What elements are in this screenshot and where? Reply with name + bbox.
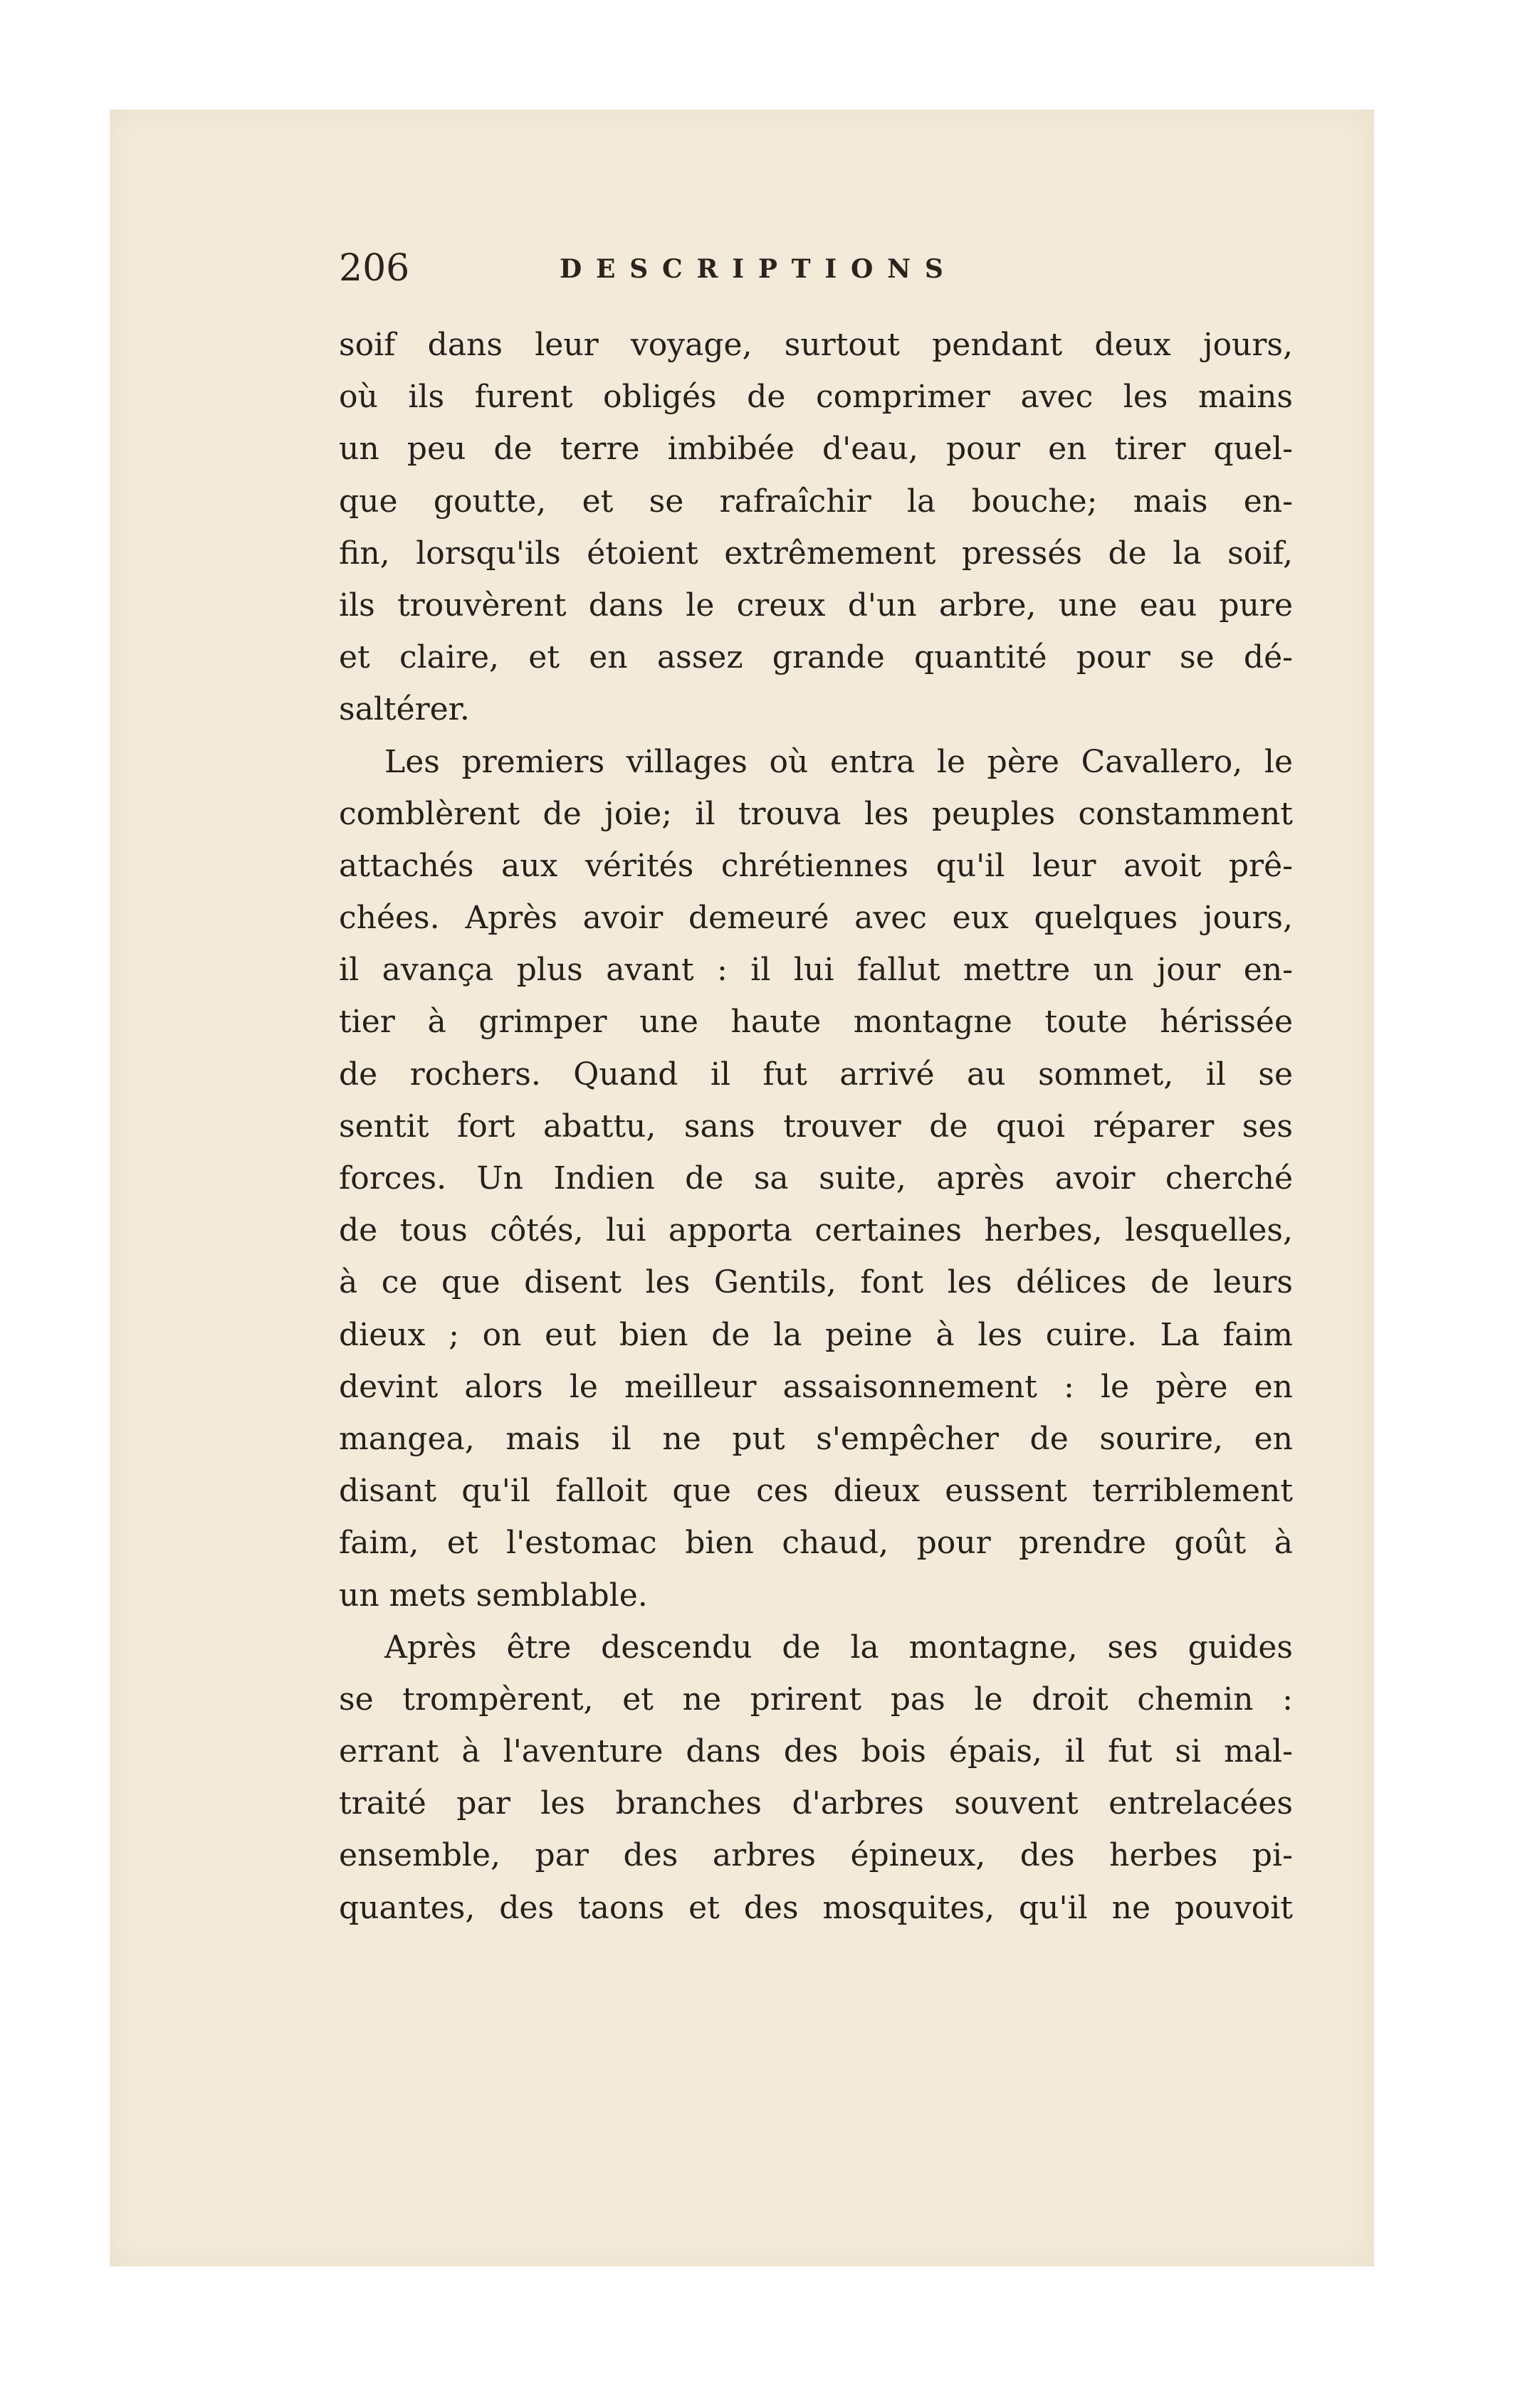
running-head: DESCRIPTIONS bbox=[560, 254, 958, 284]
paragraph bbox=[339, 736, 1293, 1621]
text-line: à ce que disent les Gentils, font les délices de leurs bbox=[339, 1264, 1293, 1301]
text-line: Après être descendu de la montagne, ses guides bbox=[384, 1629, 1293, 1666]
text-line: tier à grimper une haute montagne toute hérissée bbox=[339, 1004, 1293, 1041]
text-line: un mets semblable. bbox=[339, 1577, 648, 1614]
text-line: faim, et l'estomac bien chaud, pour prendre goût à bbox=[339, 1525, 1293, 1562]
text-line: de tous côtés, lui apporta certaines herbes, lesquelles, bbox=[339, 1212, 1293, 1249]
text-line: saltérer. bbox=[339, 691, 470, 728]
page-number: 206 bbox=[339, 247, 410, 290]
text-line: sentit fort abattu, sans trouver de quoi réparer ses bbox=[339, 1108, 1293, 1145]
paragraph bbox=[339, 1621, 1293, 1934]
text-line: chées. Après avoir demeuré avec eux quelques jours, bbox=[339, 900, 1293, 937]
text-line: que goutte, et se rafraîchir la bouche; mais en- bbox=[339, 483, 1293, 520]
text-line: se trompèrent, et ne prirent pas le droit chemin : bbox=[339, 1681, 1293, 1718]
text-line: Les premiers villages où entra le père Cavallero, le bbox=[384, 743, 1293, 780]
text-line: ensemble, par des arbres épineux, des herbes pi- bbox=[339, 1837, 1293, 1874]
text-line: de rochers. Quand il fut arrivé au sommet, il se bbox=[339, 1056, 1293, 1093]
text-line: errant à l'aventure dans des bois épais, il fut si mal- bbox=[339, 1733, 1293, 1770]
body-text bbox=[339, 319, 1293, 1934]
paragraph bbox=[339, 319, 1293, 736]
text-line: ils trouvèrent dans le creux d'un arbre, une eau pure bbox=[339, 587, 1293, 624]
page-header bbox=[339, 243, 1122, 293]
text-line: comblèrent de joie; il trouva les peuples constamment bbox=[339, 795, 1293, 832]
text-line: où ils furent obligés de comprimer avec les mains bbox=[339, 379, 1293, 416]
text-line: quantes, des taons et des mosquites, qu'il ne pouvoit bbox=[339, 1889, 1293, 1926]
text-line: un peu de terre imbibée d'eau, pour en tirer quel- bbox=[339, 431, 1293, 468]
text-line: forces. Un Indien de sa suite, après avoir cherché bbox=[339, 1160, 1293, 1197]
text-line: mangea, mais il ne put s'empêcher de sourire, en bbox=[339, 1420, 1293, 1457]
text-line: disant qu'il falloit que ces dieux eussent terriblement bbox=[339, 1473, 1293, 1510]
text-line: il avança plus avant : il lui fallut mettre un jour en- bbox=[339, 952, 1293, 989]
text-line: dieux ; on eut bien de la peine à les cuire. La faim bbox=[339, 1316, 1293, 1353]
text-line: devint alors le meilleur assaisonnement : le père en bbox=[339, 1368, 1293, 1405]
text-line: fin, lorsqu'ils étoient extrêmement pressés de la soif, bbox=[339, 535, 1293, 572]
text-line: et claire, et en assez grande quantité pour se dé- bbox=[339, 639, 1293, 676]
text-line: soif dans leur voyage, surtout pendant deux jours, bbox=[339, 327, 1293, 363]
text-line: traité par les branches d'arbres souvent entrelacées bbox=[339, 1785, 1293, 1822]
text-line: attachés aux vérités chrétiennes qu'il leur avoit prê- bbox=[339, 847, 1293, 884]
